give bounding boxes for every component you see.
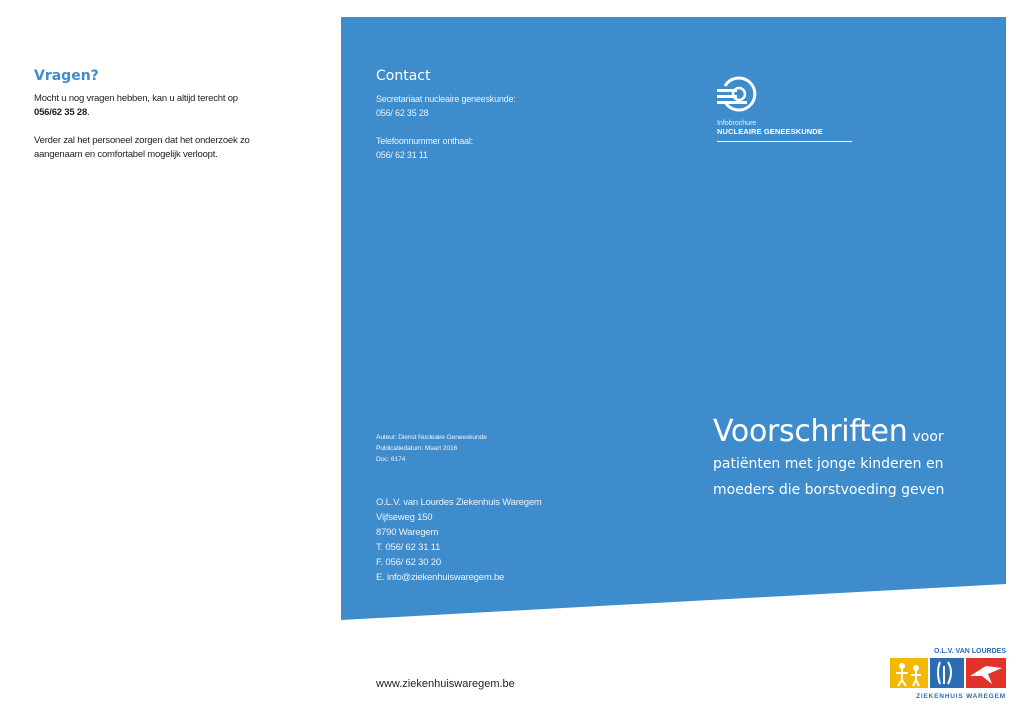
reception-phone: 056/ 62 31 11	[376, 150, 428, 160]
brochure-department: NUCLEAIRE GENEESKUNDE	[717, 127, 852, 142]
contact-title: Contact	[376, 68, 431, 84]
questions-line: Mocht u nog vragen hebben, kan u altijd terecht op	[34, 93, 238, 104]
contact-section	[376, 68, 676, 162]
meta-author: Auteur: Dienst Nucleaire Geneeskunde	[376, 434, 487, 441]
questions-title: Vragen?	[34, 68, 99, 84]
questions-phone: 056/62 35 28	[34, 107, 88, 118]
brochure-header	[717, 76, 852, 142]
address-fax: F. 056/ 62 30 20	[376, 557, 441, 568]
title-voor: voor	[912, 429, 944, 445]
nuclear-scanner-icon	[717, 76, 759, 112]
address-email[interactable]: E. info@ziekenhuiswaregem.be	[376, 572, 505, 583]
brochure-label: Infobrochure	[717, 120, 757, 127]
hospital-logo	[888, 646, 1008, 700]
reception-label: Telefoonnummer onthaal:	[376, 136, 473, 146]
address-tel: T. 056/ 62 31 11	[376, 542, 441, 553]
hospital-address	[376, 495, 542, 585]
secretariat-phone: 056/ 62 35 28	[376, 108, 429, 118]
secretariat-label: Secretariaat nucleaire geneeskunde:	[376, 94, 516, 104]
address-street: Vijfseweg 150	[376, 512, 433, 523]
meta-date: Publicatiedatum: Maart 2016	[376, 445, 458, 452]
address-city: 8790 Waregem	[376, 527, 439, 538]
title-line2: patiënten met jonge kinderen en	[713, 456, 944, 472]
publication-meta	[376, 432, 487, 465]
staff-text: Verder zal het personeel zorgen dat het onderzoek zo aangenaam en comfortabel mogelijk verloopt.	[34, 135, 250, 160]
meta-doc: Doc: 6174	[376, 456, 406, 463]
title-line3: moeders die borstvoeding geven	[713, 482, 945, 498]
brochure-title	[713, 414, 993, 503]
address-name: O.L.V. van Lourdes Ziekenhuis Waregem	[376, 497, 542, 508]
title-main: Voorschriften	[713, 414, 908, 449]
website-link[interactable]: www.ziekenhuiswaregem.be	[376, 678, 515, 690]
logo-top-text: O.L.V. VAN LOURDES	[934, 648, 1006, 655]
phone-suffix: .	[87, 107, 90, 118]
logo-bottom-text: ZIEKENHUIS WAREGEM	[916, 693, 1006, 700]
questions-text	[34, 92, 294, 120]
questions-section	[34, 68, 294, 162]
